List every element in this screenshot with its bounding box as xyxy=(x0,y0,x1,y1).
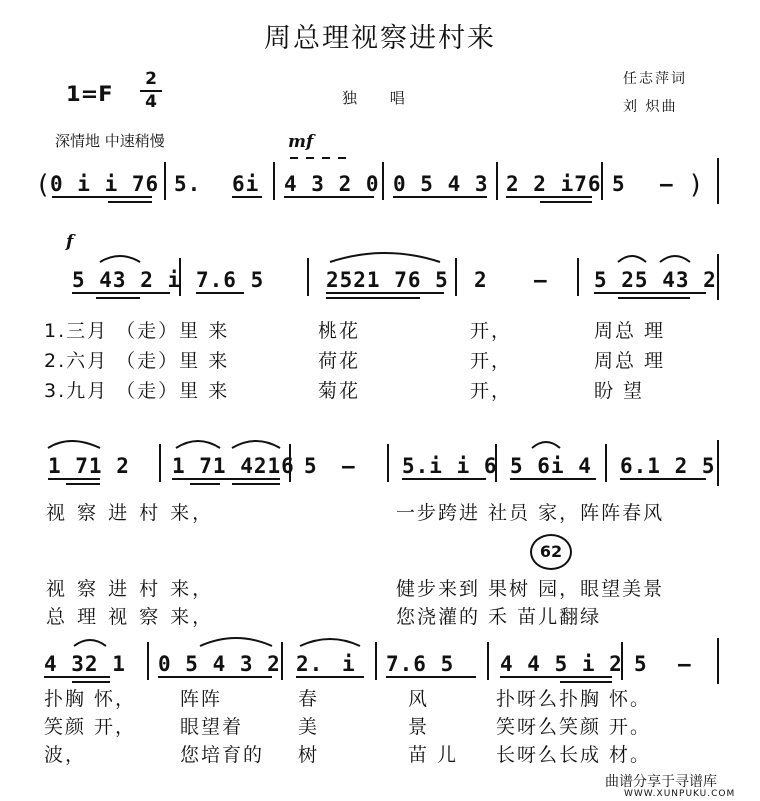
lyric-v2-line3e: 笑呀么笑颜 开。 xyxy=(496,716,652,738)
intro-measure-1b: 5. xyxy=(174,172,202,196)
lyric-v1-open: 开， xyxy=(470,320,513,342)
verse-dash: – xyxy=(534,268,548,292)
lyric-v3-open: 开， xyxy=(470,380,513,402)
lyric-v3-line2a: 总 理 视 察 来， xyxy=(46,606,215,628)
lyric-v1-line2a: 视 察 进 村 来， xyxy=(46,502,215,524)
slur xyxy=(300,639,360,646)
staff4-measure-3b: i xyxy=(342,652,356,676)
staff3-measure-5: 5 6i 4 xyxy=(510,454,592,478)
lyric-v3-line3a: 波， xyxy=(44,744,87,766)
slur xyxy=(232,441,280,448)
composer-credit: 刘 炽曲 xyxy=(623,99,678,115)
slur xyxy=(100,256,140,262)
staff3-dash: – xyxy=(342,454,356,478)
intro-measure-1a: 0 i i 76 xyxy=(50,172,160,196)
lyric-v1-line3d: 风 xyxy=(408,688,430,710)
staff4-measure-4: 7.6 5 xyxy=(386,652,455,676)
lyric-v2-line3b: 眼望着 xyxy=(180,716,244,738)
slur xyxy=(618,256,646,262)
lyric-v2-open: 开， xyxy=(470,350,513,372)
verse-measure-5: 5 25 43 2 xyxy=(594,268,717,292)
staff4-dash: – xyxy=(678,652,692,676)
staff3-measure-3: 5 xyxy=(304,454,318,478)
lyric-v2-line2a: 视 察 进 村 来， xyxy=(46,578,215,600)
time-sig-top: 2 xyxy=(145,69,157,89)
lyricist-credit: 任志萍词 xyxy=(623,71,687,87)
time-sig-bottom: 4 xyxy=(145,92,157,112)
staff3-measure-2: 1 71 4216 xyxy=(172,454,295,478)
slur xyxy=(48,441,100,448)
repeat-open-paren: ( xyxy=(35,170,52,200)
slur xyxy=(74,640,106,646)
lyric-v1-flower: 桃花 xyxy=(318,320,361,342)
performance-type: 独 唱 xyxy=(342,89,419,107)
lyric-v3-line2b: 您浇灌的 禾 苗儿翻绿 xyxy=(396,606,602,628)
staff3-measure-6: 6.1 2 5 xyxy=(620,454,716,478)
circled-page-number: 62 xyxy=(530,534,572,570)
slur xyxy=(200,638,272,646)
lyric-v3-line1: 3.九月 （走）里 来 xyxy=(44,380,230,402)
lyric-v3-line3c: 树 xyxy=(298,744,320,766)
dynamic-mf: mf xyxy=(288,132,314,152)
lyric-v3-line3b: 您培育的 xyxy=(180,744,265,766)
slur xyxy=(660,256,690,262)
tempo-marking: 深情地 中速稍慢 xyxy=(55,132,165,150)
dynamic-f: f xyxy=(66,232,74,252)
lyric-v1-premier: 周总 理 xyxy=(594,320,666,342)
staff4-measure-5: 4 4 5 i 2 xyxy=(500,652,623,676)
intro-measure-1c: 6i xyxy=(232,172,260,196)
intro-measure-4: 2 2 i76 xyxy=(506,172,602,196)
lyric-v2-flower: 荷花 xyxy=(318,350,361,372)
staff4-measure-2: 0 5 4 3 2 xyxy=(158,652,281,676)
slur xyxy=(532,442,560,448)
lyric-v2-line3d: 景 xyxy=(408,716,430,738)
song-title: 周总理视察进村来 xyxy=(264,23,496,54)
lyric-v1-line3a: 扑胸 怀， xyxy=(44,688,137,710)
repeat-close-paren: ) xyxy=(688,170,705,200)
staff3-measure-1: 1 71 2 xyxy=(48,454,130,478)
verse-measure-1: 5 43 2 i xyxy=(72,268,182,292)
watermark-text: 曲谱分享于寻谱库 xyxy=(605,774,717,790)
slur xyxy=(176,441,220,448)
verse-measure-2: 7.6 5 xyxy=(196,268,265,292)
verse-measure-3: 2521 76 5 xyxy=(326,268,449,292)
lyric-v3-line3e: 长呀么长成 材。 xyxy=(496,744,652,766)
lyric-v1-line3b: 阵阵 xyxy=(180,688,223,710)
lyric-v3-line3d: 苗 儿 xyxy=(408,744,459,766)
lyric-v1-line3e: 扑呀么扑胸 怀。 xyxy=(496,688,652,710)
intro-measure-2: 4 3 2 0 xyxy=(284,172,380,196)
key-signature: 1=F xyxy=(66,82,113,106)
staff4-measure-3a: 2. xyxy=(296,652,324,676)
lyric-v2-line3c: 美 xyxy=(298,716,320,738)
intro-measure-5: 5 xyxy=(612,172,626,196)
watermark-url: WWW.XUNPUKU.COM xyxy=(624,789,736,799)
staff4-measure-6: 5 xyxy=(634,652,648,676)
lyric-v2-line3a: 笑颜 开， xyxy=(44,716,137,738)
intro-dash: – xyxy=(660,172,674,196)
lyric-v2-line2b: 健步来到 果树 园，眼望美景 xyxy=(396,578,665,600)
lyric-v1-line2b: 一步跨进 社员 家，阵阵春风 xyxy=(396,502,665,524)
lyric-v1-line3c: 春 xyxy=(298,688,320,710)
staff3-measure-4: 5.i i 6 xyxy=(402,454,498,478)
lyric-v3-hope: 盼 望 xyxy=(594,380,645,402)
lyric-v3-flower: 菊花 xyxy=(318,380,361,402)
lyric-v2-line1: 2.六月 （走）里 来 xyxy=(44,350,230,372)
lyric-v1-line1: 1.三月 （走）里 来 xyxy=(44,320,230,342)
slur xyxy=(330,253,440,262)
staff4-measure-1: 4 32 1 xyxy=(44,652,126,676)
verse-measure-4: 2 xyxy=(474,268,488,292)
lyric-v2-premier: 周总 理 xyxy=(594,350,666,372)
intro-measure-3: 0 5 4 3 xyxy=(393,172,489,196)
